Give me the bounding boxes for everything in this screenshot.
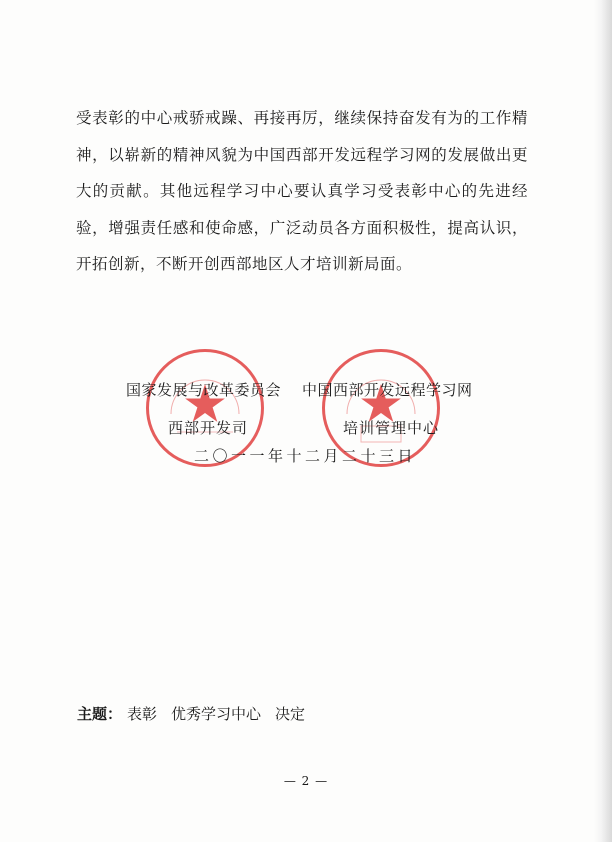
page-number: — 2 — xyxy=(283,774,329,788)
subject-term: 表彰 xyxy=(127,705,158,723)
signature-org-2-sub: 培训管理中心 xyxy=(343,419,440,437)
scan-edge-shadow xyxy=(594,0,612,842)
subject-term: 决定 xyxy=(275,705,306,723)
signature-org-1-sub: 西部开发司 xyxy=(168,419,249,437)
body-text xyxy=(76,100,528,283)
signature-org-2: 中国西部开发远程学习网 xyxy=(302,381,473,399)
signature-org-1: 国家发展与改革委员会 xyxy=(126,381,282,399)
subject-term: 优秀学习中心 xyxy=(171,705,262,723)
body-paragraph: 受表彰的中心戒骄戒躁、再接再厉，继续保持奋发有为的工作精神，以崭新的精神风貌为中国西部开发远程学习网的发展做出更大的贡献。其他远程学习中心要认真学习受表彰中心的先进经验，增强责任感和使命感，广泛动员各方面积极性，提高认识，开拓创新，不断开创西部地区人才培训新局面。 xyxy=(76,109,528,273)
subject-line xyxy=(77,703,305,724)
signature-date: 二〇一一年十二月二十三日 xyxy=(194,447,417,465)
subject-label: 主题： xyxy=(77,705,123,723)
